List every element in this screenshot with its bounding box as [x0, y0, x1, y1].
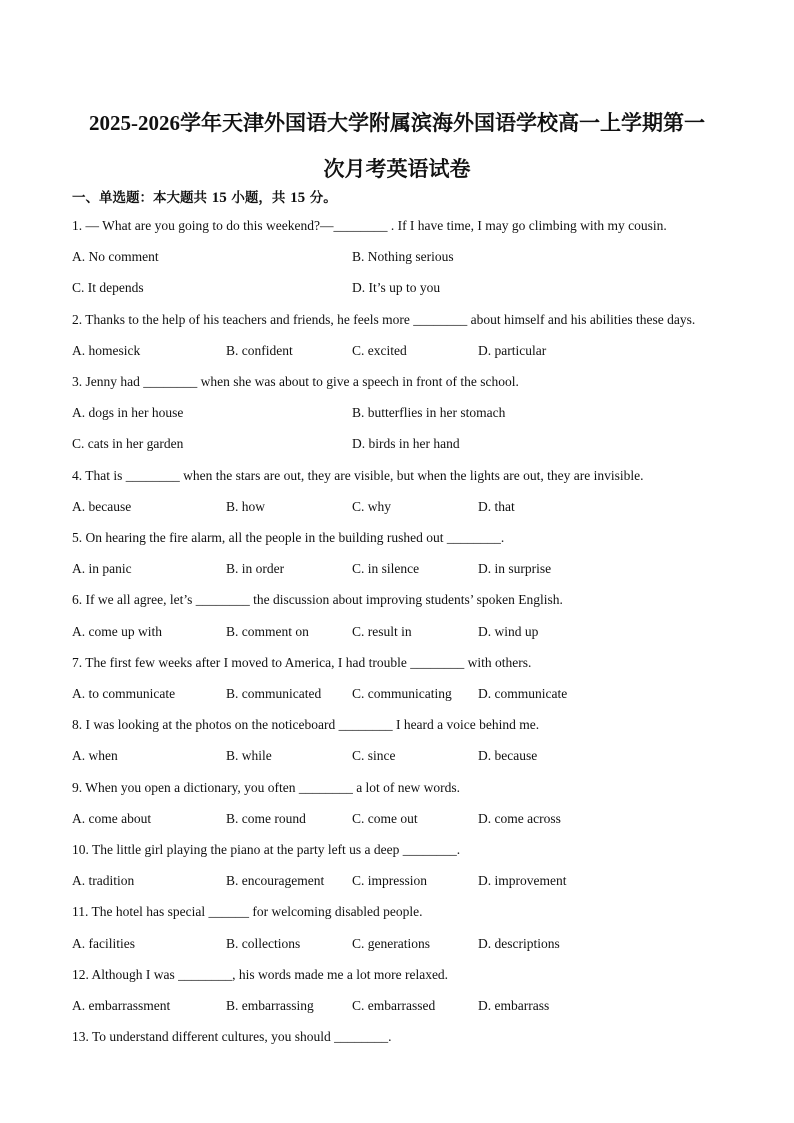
- option-d[interactable]: D. descriptions: [478, 935, 560, 951]
- option-d[interactable]: D. particular: [478, 342, 547, 358]
- option-c[interactable]: C. cats in her garden: [72, 436, 184, 452]
- option-a[interactable]: A. embarrassment: [72, 998, 171, 1013]
- option-c[interactable]: C. since: [352, 748, 396, 764]
- option-c[interactable]: C. embarrassed: [352, 998, 436, 1013]
- question-stem: 13. To understand different cultures, you should ________.: [72, 1029, 392, 1045]
- option-b[interactable]: B. encouragement: [226, 873, 325, 889]
- option-a[interactable]: A. come up with: [72, 623, 162, 639]
- question-stem: 7. The first few weeks after I moved to America, I had trouble ________ with others.: [72, 654, 532, 670]
- option-c[interactable]: C. It depends: [72, 280, 144, 296]
- option-d[interactable]: D. embarrass: [478, 998, 550, 1013]
- option-d[interactable]: D. that: [478, 498, 515, 514]
- option-a[interactable]: A. No comment: [72, 249, 159, 265]
- question-stem: 12. Although I was ________, his words made me a lot more relaxed.: [72, 966, 449, 982]
- option-b[interactable]: B. comment on: [226, 623, 309, 639]
- option-b[interactable]: B. in order: [226, 561, 285, 577]
- option-a[interactable]: A. facilities: [72, 935, 135, 951]
- option-d[interactable]: D. because: [478, 748, 538, 764]
- question-stem: 9. When you open a dictionary, you often ________ a lot of new words.: [72, 779, 461, 795]
- option-c[interactable]: C. in silence: [352, 561, 420, 577]
- question-stem: 8. I was looking at the photos on the noticeboard ________ I heard a voice behind me.: [72, 717, 540, 733]
- option-b[interactable]: B. collections: [226, 935, 301, 951]
- option-d[interactable]: D. come across: [478, 810, 561, 826]
- exam-title: [60, 100, 734, 192]
- question-stem: 6. If we all agree, let’s ________ the discussion about improving students’ spoken English.: [72, 592, 563, 608]
- option-b[interactable]: B. Nothing serious: [352, 249, 454, 265]
- option-a[interactable]: A. in panic: [72, 561, 132, 577]
- question-stem: 2. Thanks to the help of his teachers and friends, he feels more ________ about himself and his abilities these days.: [72, 311, 696, 327]
- option-a[interactable]: A. homesick: [72, 342, 141, 358]
- option-c[interactable]: C. come out: [352, 810, 418, 826]
- option-d[interactable]: D. improvement: [478, 873, 567, 889]
- option-a[interactable]: A. because: [72, 498, 132, 514]
- option-a[interactable]: A. tradition: [72, 873, 135, 889]
- option-d[interactable]: D. in surprise: [478, 561, 552, 577]
- option-c[interactable]: C. generations: [352, 935, 430, 951]
- option-d[interactable]: D. birds in her hand: [352, 436, 460, 452]
- option-c[interactable]: C. impression: [352, 873, 428, 889]
- option-c[interactable]: C. excited: [352, 342, 407, 358]
- question-stem: 10. The little girl playing the piano at the party left us a deep ________.: [72, 842, 461, 857]
- option-b[interactable]: B. while: [226, 748, 272, 764]
- title-line-2: 次月考英语试卷: [323, 157, 471, 181]
- option-a[interactable]: A. to communicate: [72, 686, 176, 701]
- option-b[interactable]: B. butterflies in her stomach: [352, 405, 506, 421]
- option-a[interactable]: A. dogs in her house: [72, 405, 184, 421]
- option-d[interactable]: D. wind up: [478, 623, 539, 639]
- option-c[interactable]: C. result in: [352, 623, 412, 639]
- option-b[interactable]: B. come round: [226, 810, 306, 826]
- question-stem: 3. Jenny had ________ when she was about to give a speech in front of the school.: [72, 374, 519, 389]
- option-a[interactable]: A. when: [72, 748, 118, 764]
- option-d[interactable]: D. communicate: [478, 686, 568, 701]
- option-b[interactable]: B. how: [226, 498, 266, 514]
- option-c[interactable]: C. why: [352, 498, 392, 514]
- option-b[interactable]: B. communicated: [226, 686, 322, 701]
- section-heading: 一、单选题：本大题共 15 小题，共 15 分。: [72, 190, 337, 206]
- title-line-1: 2025-2026学年天津外国语大学附属滨海外国语学校高一上学期第一: [89, 111, 705, 135]
- option-a[interactable]: A. come about: [72, 810, 152, 826]
- option-d[interactable]: D. It’s up to you: [352, 280, 441, 296]
- option-c[interactable]: C. communicating: [352, 686, 452, 701]
- question-stem: 11. The hotel has special ______ for welcoming disabled people.: [72, 904, 423, 920]
- option-b[interactable]: B. embarrassing: [226, 998, 314, 1013]
- question-stem: 4. That is ________ when the stars are out, they are visible, but when the lights are out, they are invisible.: [72, 467, 644, 483]
- question-stem: 1. — What are you going to do this weekend?—________ . If I have time, I may go climbing with my cousin.: [72, 218, 667, 233]
- option-b[interactable]: B. confident: [226, 342, 293, 358]
- question-stem: 5. On hearing the fire alarm, all the people in the building rushed out ________.: [72, 530, 505, 545]
